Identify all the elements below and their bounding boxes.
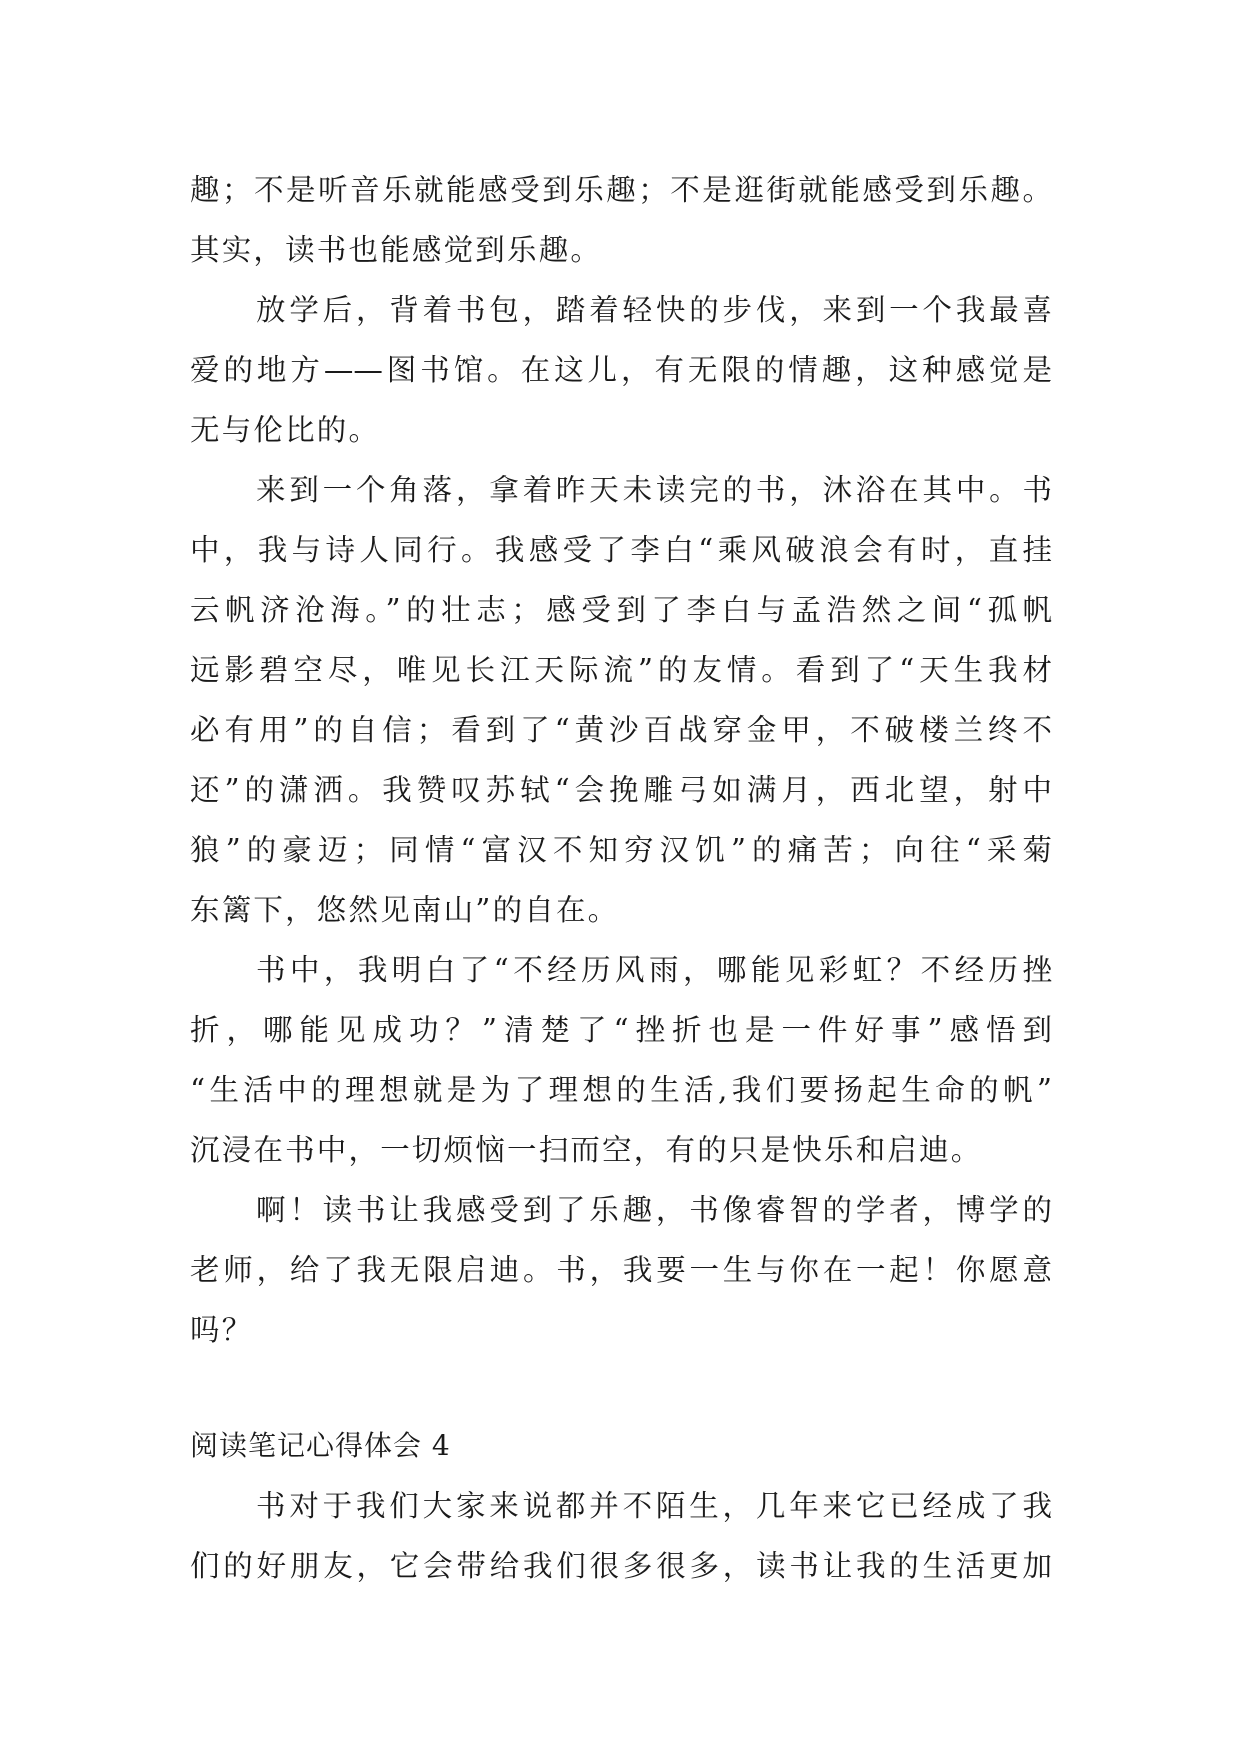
- text-line: 趣；不是听音乐就能感受到乐趣；不是逛街就能感受到乐趣。: [190, 173, 1052, 207]
- paragraph: [190, 940, 1052, 1180]
- text-line: 必有用”的自信；看到了“黄沙百战穿金甲，不破楼兰终不: [190, 713, 1052, 747]
- text-line: 爱的地方——图书馆。在这儿，有无限的情趣，这种感觉是: [190, 353, 1052, 387]
- text-line: 来到一个角落，拿着昨天未读完的书，沐浴在其中。书: [256, 473, 1052, 507]
- text-line: 沉浸在书中，一切烦恼一扫而空，有的只是快乐和启迪。: [190, 1133, 983, 1167]
- document-page: [190, 160, 1052, 1596]
- section-heading: 阅读笔记心得体会 4: [190, 1429, 451, 1462]
- text-line: 们的好朋友，它会带给我们很多很多，读书让我的生活更加: [190, 1549, 1052, 1583]
- paragraph: [190, 1476, 1052, 1596]
- paragraph: [190, 1180, 1052, 1360]
- text-line: “生活中的理想就是为了理想的生活,我们要扬起生命的帆”: [190, 1073, 1052, 1107]
- section-spacer: [190, 1360, 1052, 1416]
- text-line: 吗？: [190, 1313, 254, 1347]
- text-line: 放学后，背着书包，踏着轻快的步伐，来到一个我最喜: [256, 293, 1052, 327]
- text-line: 狼”的豪迈；同情“富汉不知穷汉饥”的痛苦；向往“采菊: [190, 833, 1052, 867]
- paragraph: [190, 160, 1052, 280]
- paragraph: [190, 460, 1052, 940]
- text-line: 还”的潇洒。我赞叹苏轼“会挽雕弓如满月，西北望，射中: [190, 773, 1052, 807]
- text-line: 啊！读书让我感受到了乐趣，书像睿智的学者，博学的: [256, 1193, 1052, 1227]
- text-line: 书中，我明白了“不经历风雨，哪能见彩虹？不经历挫: [256, 953, 1052, 987]
- text-line: 折，哪能见成功？”清楚了“挫折也是一件好事”感悟到: [190, 1013, 1052, 1047]
- text-line: 东篱下，悠然见南山”的自在。: [190, 893, 620, 927]
- text-line: 其实，读书也能感觉到乐趣。: [190, 233, 603, 267]
- text-line: 书对于我们大家来说都并不陌生，几年来它已经成了我: [256, 1489, 1052, 1523]
- text-line: 云帆济沧海。”的壮志；感受到了李白与孟浩然之间“孤帆: [190, 593, 1052, 627]
- text-line: 远影碧空尽，唯见长江天际流”的友情。看到了“天生我材: [190, 653, 1052, 687]
- text-line: 无与伦比的。: [190, 413, 381, 447]
- paragraph: [190, 280, 1052, 460]
- text-line: 中，我与诗人同行。我感受了李白“乘风破浪会有时，直挂: [190, 533, 1052, 567]
- text-line: 老师，给了我无限启迪。书，我要一生与你在一起！你愿意: [190, 1253, 1052, 1287]
